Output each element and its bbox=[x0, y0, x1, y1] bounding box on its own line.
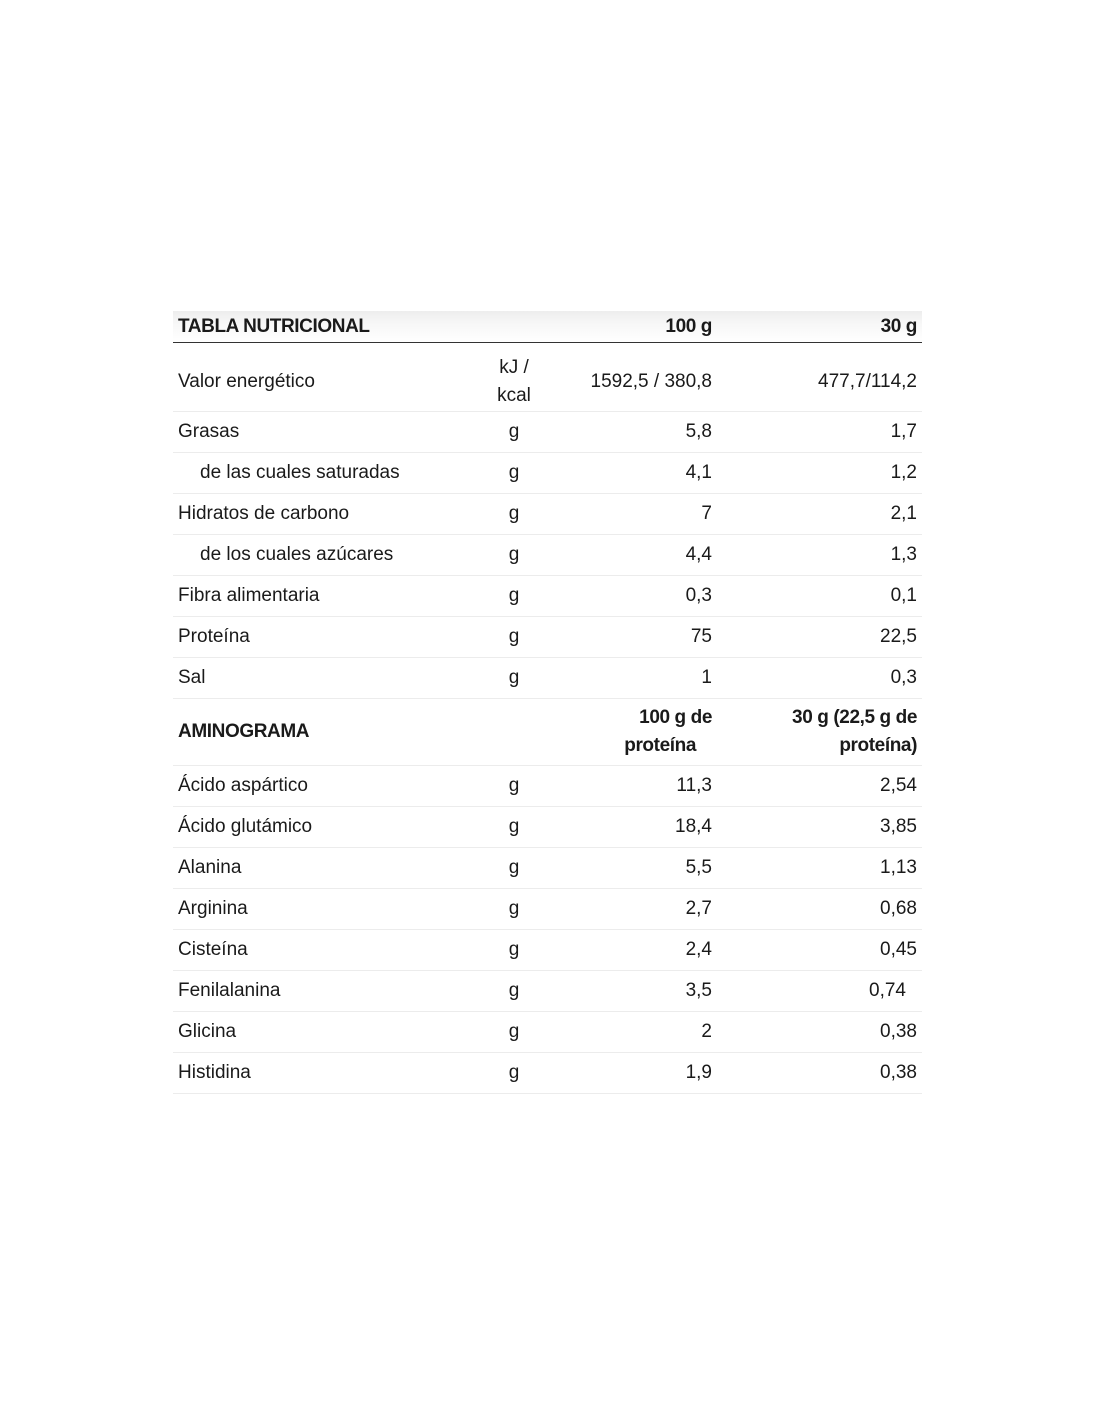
row-value-100g: 0,3 bbox=[565, 576, 717, 617]
row-unit: g bbox=[463, 494, 565, 535]
header-line-2: proteína) bbox=[839, 735, 917, 756]
row-value-30g: 1,7 bbox=[717, 412, 922, 453]
row-unit: g bbox=[463, 412, 565, 453]
table-row-histidina bbox=[173, 1053, 922, 1094]
table-title: TABLA NUTRICIONAL bbox=[173, 311, 463, 343]
row-unit: g bbox=[463, 617, 565, 658]
row-unit bbox=[463, 353, 565, 412]
row-value-100g: 4,1 bbox=[565, 453, 717, 494]
row-unit bbox=[463, 699, 565, 766]
row-label: Valor energético bbox=[173, 353, 463, 412]
table-row-fenilalanina bbox=[173, 971, 922, 1012]
table-header-row bbox=[173, 311, 922, 343]
row-value-30g: 0,45 bbox=[717, 930, 922, 971]
row-label: Hidratos de carbono bbox=[173, 494, 463, 535]
table-row-arginina bbox=[173, 889, 922, 930]
row-label: Cisteína bbox=[173, 930, 463, 971]
row-value-100g: 2,4 bbox=[565, 930, 717, 971]
row-unit: g bbox=[463, 930, 565, 971]
row-value-100g: 4,4 bbox=[565, 535, 717, 576]
header-line-1: 100 g de bbox=[639, 707, 712, 728]
row-label: Histidina bbox=[173, 1053, 463, 1094]
row-label: Ácido aspártico bbox=[173, 766, 463, 807]
row-value-30g: 0,38 bbox=[717, 1012, 922, 1053]
row-value-100g: 75 bbox=[565, 617, 717, 658]
table-row-acido-aspartico bbox=[173, 766, 922, 807]
row-label: Arginina bbox=[173, 889, 463, 930]
row-label: Proteína bbox=[173, 617, 463, 658]
row-unit: g bbox=[463, 453, 565, 494]
table-row-azucares bbox=[173, 535, 922, 576]
table-row-hidratos bbox=[173, 494, 922, 535]
row-label: Fibra alimentaria bbox=[173, 576, 463, 617]
row-value-100g: 5,8 bbox=[565, 412, 717, 453]
row-label: Ácido glutámico bbox=[173, 807, 463, 848]
nutrition-table bbox=[173, 311, 922, 1094]
table-row-fibra bbox=[173, 576, 922, 617]
row-label: de las cuales saturadas bbox=[173, 453, 463, 494]
table-row-energy bbox=[173, 353, 922, 412]
row-label: Fenilalanina bbox=[173, 971, 463, 1012]
column-header-30g: 30 g bbox=[717, 311, 922, 343]
row-value-30g: 3,85 bbox=[717, 807, 922, 848]
row-label: Sal bbox=[173, 658, 463, 699]
row-unit: g bbox=[463, 807, 565, 848]
row-unit: g bbox=[463, 1012, 565, 1053]
row-unit: g bbox=[463, 766, 565, 807]
row-unit: g bbox=[463, 971, 565, 1012]
row-value-30g: 477,7/114,2 bbox=[717, 353, 922, 412]
row-label: Alanina bbox=[173, 848, 463, 889]
aminogram-header-row bbox=[173, 699, 922, 766]
row-label: de los cuales azúcares bbox=[173, 535, 463, 576]
row-value-100g: 2 bbox=[565, 1012, 717, 1053]
table-row-cisteina bbox=[173, 930, 922, 971]
table-row-sal bbox=[173, 658, 922, 699]
row-value-30g: 2,1 bbox=[717, 494, 922, 535]
row-unit: g bbox=[463, 658, 565, 699]
row-value-30g: 1,13 bbox=[717, 848, 922, 889]
row-label: Glicina bbox=[173, 1012, 463, 1053]
row-value-30g: 0,68 bbox=[717, 889, 922, 930]
table-row-saturadas bbox=[173, 453, 922, 494]
column-header-100g: 100 g bbox=[565, 311, 717, 343]
row-unit: g bbox=[463, 1053, 565, 1094]
unit-line-1: kJ / bbox=[499, 357, 529, 378]
row-value-30g: 1,3 bbox=[717, 535, 922, 576]
header-spacer bbox=[173, 343, 922, 354]
table-row-proteina bbox=[173, 617, 922, 658]
row-unit: g bbox=[463, 576, 565, 617]
row-value-100g: 7 bbox=[565, 494, 717, 535]
row-value-30g: 0,1 bbox=[717, 576, 922, 617]
row-value-30g: 0,38 bbox=[717, 1053, 922, 1094]
table-row-grasas bbox=[173, 412, 922, 453]
row-value-100g: 1592,5 / 380,8 bbox=[565, 353, 717, 412]
unit-column-header bbox=[463, 311, 565, 343]
row-value-100g: 3,5 bbox=[565, 971, 717, 1012]
row-unit: g bbox=[463, 535, 565, 576]
nutrition-table-container bbox=[173, 311, 922, 1094]
row-value-100g: 5,5 bbox=[565, 848, 717, 889]
row-value-30g: 1,2 bbox=[717, 453, 922, 494]
aminogram-title: AMINOGRAMA bbox=[173, 699, 463, 766]
table-row-acido-glutamico bbox=[173, 807, 922, 848]
aminogram-column-header-100g bbox=[565, 699, 717, 766]
row-value-100g: 18,4 bbox=[565, 807, 717, 848]
row-value-100g: 1,9 bbox=[565, 1053, 717, 1094]
table-row-alanina bbox=[173, 848, 922, 889]
unit-line-2: kcal bbox=[497, 385, 531, 406]
row-value-100g: 2,7 bbox=[565, 889, 717, 930]
aminogram-column-header-30g bbox=[717, 699, 922, 766]
table-row-glicina bbox=[173, 1012, 922, 1053]
row-value-30g: 0,74 bbox=[717, 971, 922, 1012]
row-value-100g: 1 bbox=[565, 658, 717, 699]
row-value-30g: 0,3 bbox=[717, 658, 922, 699]
header-line-1: 30 g (22,5 g de bbox=[792, 707, 917, 728]
row-label: Grasas bbox=[173, 412, 463, 453]
row-value-30g: 2,54 bbox=[717, 766, 922, 807]
row-value-30g: 22,5 bbox=[717, 617, 922, 658]
row-unit: g bbox=[463, 889, 565, 930]
header-line-2: proteína bbox=[624, 735, 696, 756]
row-unit: g bbox=[463, 848, 565, 889]
row-value-100g: 11,3 bbox=[565, 766, 717, 807]
